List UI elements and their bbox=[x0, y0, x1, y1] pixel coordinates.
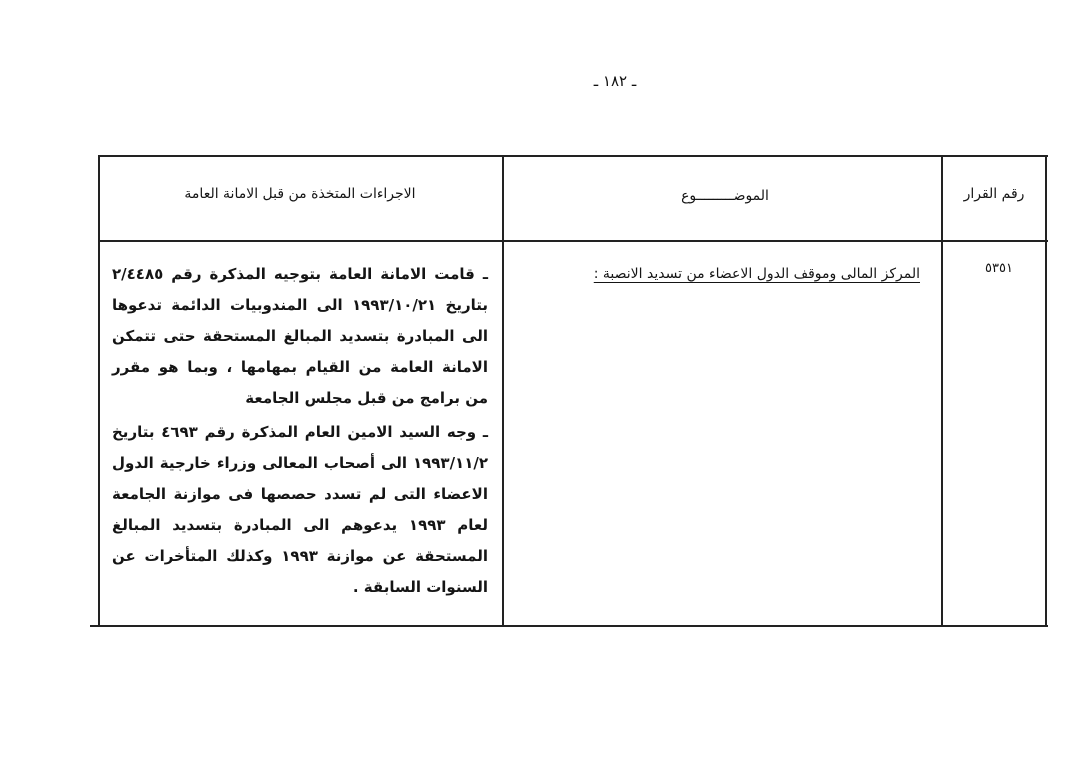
table-right-border bbox=[1045, 155, 1047, 627]
table-top-border bbox=[100, 155, 1048, 157]
subject-text: المركز المالى وموقف الدول الاعضاء من تسديد الانصبة : bbox=[593, 266, 920, 282]
action-paragraph-1: ـ قامت الامانة العامة بتوجيه المذكرة رقم ٢/٤٤٨٥ بتاريخ ١٩٩٣/١٠/٢١ الى المندوبيات الدائمة تدعوها الى المبادرة بتسديد المبالغ المستحقة حتى تتمكن الامانة العامة من القيام بمهامها ، وبما هو مقرر من برامج من قبل مجلس الجامعة bbox=[112, 265, 488, 407]
action-paragraph-2: ـ وجه السيد الامين العام المذكرة رقم ٤٦٩٣ بتاريخ ١٩٩٣/١١/٢ الى أصحاب المعالى وزراء خارجية الدول الاعضاء التى لم تسدد حصصها فى موازنة الجامعة لعام ١٩٩٣ يدعوهم الى المبادرة بتسديد المبالغ المستحقة عن موازنة ١٩٩٣ وكذلك المتأخرات عن السنوات السابقة . bbox=[112, 423, 489, 596]
decision-number: ٥٣٥١ bbox=[985, 261, 1013, 276]
page-number: ـ ١٨٢ ـ bbox=[593, 72, 637, 90]
table-bottom-border bbox=[90, 625, 1048, 627]
column-divider-subject-number bbox=[941, 155, 943, 627]
header-bottom-border bbox=[100, 240, 1048, 242]
header-actions: الاجراءات المتخذة من قبل الامانة العامة bbox=[184, 186, 416, 202]
header-subject: الموضـــــــــوع bbox=[681, 188, 769, 204]
decisions-table bbox=[90, 155, 1048, 627]
table-left-border bbox=[98, 155, 100, 627]
header-decision-number: رقم القرار bbox=[963, 186, 1025, 202]
column-divider-actions-subject bbox=[502, 155, 504, 627]
